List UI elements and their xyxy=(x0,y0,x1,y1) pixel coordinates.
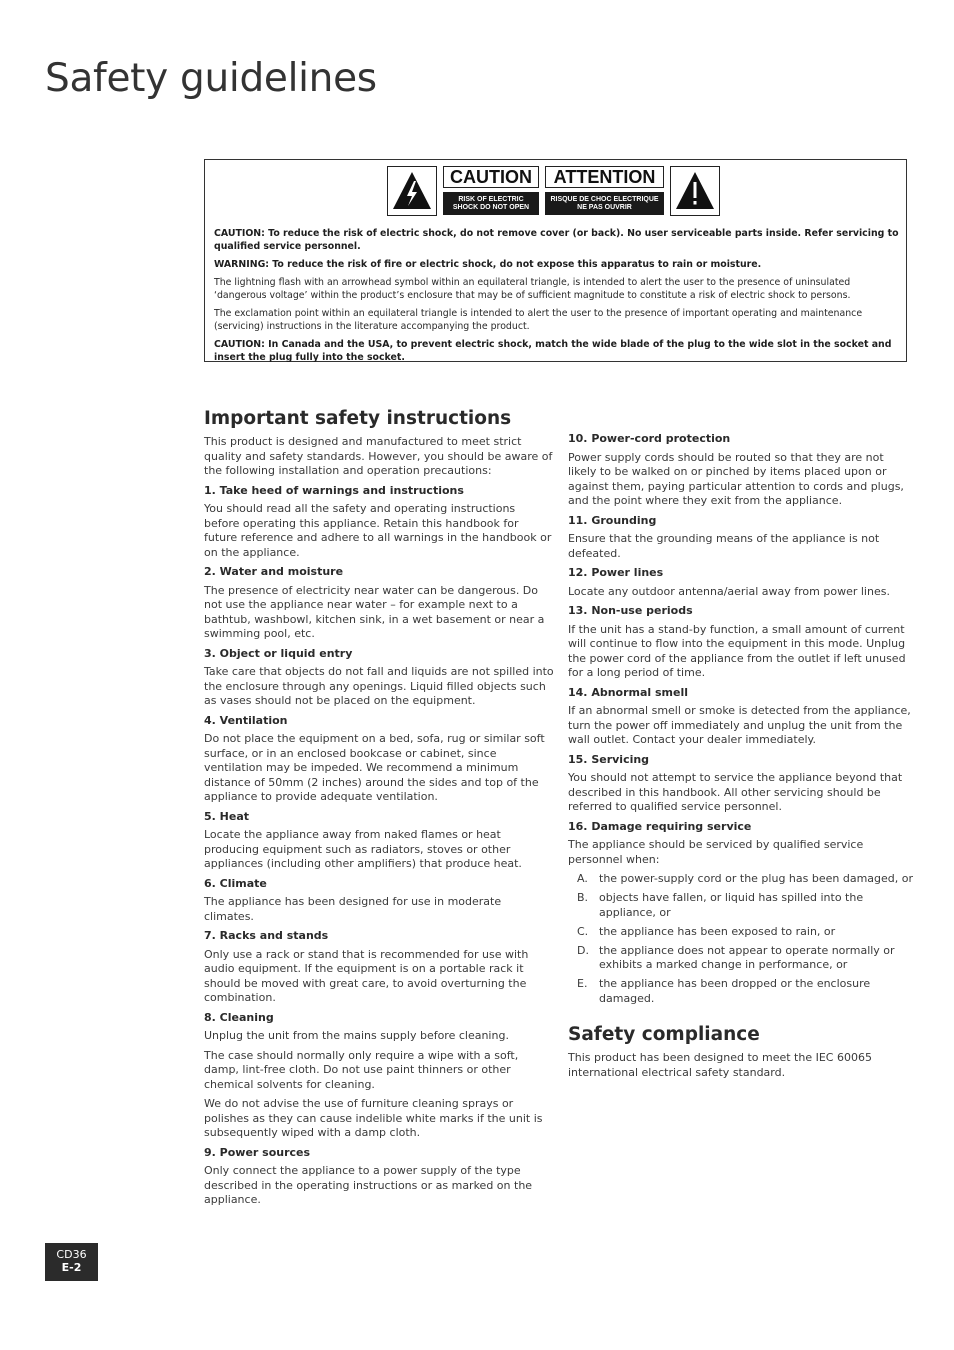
item-heading: 8. Cleaning xyxy=(204,1010,274,1024)
item-text: Ensure that the grounding means of the appliance is not defeated. xyxy=(568,532,880,560)
list-item xyxy=(568,977,913,1006)
list-letter: A. xyxy=(577,872,588,885)
item-heading: 12. Power lines xyxy=(568,566,664,579)
list-text: the appliance does not appear to operate normally or exhibits a marked change in performance, or xyxy=(599,943,895,971)
item-text: You should not attempt to service the appliance beyond that described in this handbook. All other servicing should be referred to qualified service personnel. xyxy=(568,771,903,813)
list-text: the appliance has been exposed to rain, or xyxy=(599,924,836,938)
section-title-compliance: Safety compliance xyxy=(568,1024,760,1045)
list-item xyxy=(568,891,913,920)
right-column xyxy=(568,432,913,1085)
instructions-intro: This product is designed and manufactured to meet strict quality and safety standards. However, you should be aware of the following installation and operation precautions: xyxy=(204,435,553,477)
section-title-instructions: Important safety instructions xyxy=(204,408,512,429)
item-text: If the unit has a stand-by function, a small amount of current will continue to flow into the equipment in this mode. Unplug the power cord of the appliance from the outlet if left unused for a long period of time. xyxy=(568,622,906,679)
list-letter: D. xyxy=(577,943,589,957)
list-item xyxy=(568,944,913,973)
list-text: the power-supply cord or the plug has been damaged, or xyxy=(599,872,913,885)
compliance-text: This product has been designed to meet the IEC 60065 international electrical safety standard. xyxy=(568,1051,872,1079)
item-heading: 15. Servicing xyxy=(568,752,650,766)
lightning-triangle-icon xyxy=(387,166,437,216)
list-letter: C. xyxy=(577,924,589,938)
item-heading: 5. Heat xyxy=(204,809,250,823)
lightning-explanation: The lightning flash with an arrowhead symbol within an equilateral triangle, is intended to alert the user to the presence of uninsulated ‘dangerous voltage’ within the product’s enclosure that may be of sufficient magnitude to constitute a risk of electric shock to persons. xyxy=(214,277,851,301)
item-heading: 10. Power-cord protection xyxy=(568,432,731,445)
attention-sub: RISQUE DE CHOC ELECTRIQUE NE PAS OUVRIR xyxy=(545,192,664,215)
item-text: We do not advise the use of furniture cleaning sprays or polishes as they can cause indelible white marks if the unit is subsequently wiped with a damp cloth. xyxy=(204,1097,543,1139)
warning-symbols xyxy=(387,166,723,218)
list-letter: E. xyxy=(577,977,588,990)
exclamation-explanation: The exclamation point within an equilateral triangle is intended to alert the user to the presence of important operating and maintenance (servicing) instructions in the literature accompanying the product. xyxy=(214,308,863,332)
item-text: The presence of electricity near water can be dangerous. Do not use the appliance near water – for example next to a bathtub, washbowl, kitchen sink, in a wet basement or near a swimming pool, etc. xyxy=(204,583,545,640)
list-item xyxy=(568,872,913,887)
list-letter: B. xyxy=(577,891,589,904)
item-text: The case should normally only require a wipe with a soft, damp, lint-free cloth. Do not use paint thinners or other chemical solvents for cleaning. xyxy=(204,1048,519,1091)
list-text: the appliance has been dropped or the enclosure damaged. xyxy=(599,977,871,1005)
caution-label xyxy=(443,166,539,215)
caution-sub: RISK OF ELECTRIC SHOCK DO NOT OPEN xyxy=(443,192,539,215)
item-heading: 16. Damage requiring service xyxy=(568,819,752,833)
item-text: The appliance has been designed for use in moderate climates. xyxy=(204,895,502,923)
caution-word: CAUTION xyxy=(443,166,539,188)
item-text: Only use a rack or stand that is recommended for use with audio equipment. If the equipment is on a portable rack it should be moved with great care, to avoid overturning the combination. xyxy=(204,947,529,1004)
item-heading: 13. Non-use periods xyxy=(568,604,693,617)
list-item xyxy=(568,925,913,940)
caution-texts xyxy=(214,227,902,369)
model-name: CD36 xyxy=(56,1248,87,1261)
item-text: Take care that objects do not fall and liquids are not spilled into the enclosure through any openings. Liquid filled objects such as vases should not be placed on the equipment. xyxy=(204,665,554,707)
item-heading: 11. Grounding xyxy=(568,513,657,527)
item-text: Locate the appliance away from naked flames or heat producing equipment such as radiators, stoves or other appliances (including other amplifiers) that produce heat. xyxy=(204,828,522,870)
item-text: You should read all the safety and operating instructions before operating this appliance. Retain this handbook for future reference and adhere to all warnings in the handbook or on the appliance. xyxy=(204,502,552,559)
item-heading: 7. Racks and stands xyxy=(204,929,329,942)
canada-usa-caution: CAUTION: In Canada and the USA, to prevent electric shock, match the wide blade of the plug to the wide slot in the socket and insert the plug fully into the socket. xyxy=(214,339,892,363)
item-text: Only connect the appliance to a power supply of the type described in the operating instructions or as marked on the appliance. xyxy=(204,1164,533,1206)
item-heading: 6. Climate xyxy=(204,876,267,890)
page-title: Safety guidelines xyxy=(45,56,377,101)
item-heading: 4. Ventilation xyxy=(204,713,288,727)
damage-list xyxy=(568,872,913,1006)
item-text: The appliance should be serviced by qualified service personnel when: xyxy=(568,838,864,866)
item-heading: 1. Take heed of warnings and instructions xyxy=(204,483,464,497)
left-column xyxy=(204,407,554,1213)
item-heading: 3. Object or liquid entry xyxy=(204,646,353,660)
item-text: Do not place the equipment on a bed, sofa, rug or similar soft surface, or in an enclosed bookcase or cabinet, since ventilation may be impeded. We recommend a minimum distance of 50mm (2 inches) around the sides and top of the appliance to provide adequate ventilation. xyxy=(204,732,545,803)
caution-box xyxy=(204,159,907,362)
item-text: Locate any outdoor antenna/aerial away from power lines. xyxy=(568,584,890,598)
item-heading: 14. Abnormal smell xyxy=(568,685,689,699)
item-heading: 9. Power sources xyxy=(204,1145,311,1159)
item-heading: 2. Water and moisture xyxy=(204,565,344,578)
attention-word: ATTENTION xyxy=(545,166,664,188)
item-text: If an abnormal smell or smoke is detected from the appliance, turn the power off immediately and unplug the unit from the wall outlet. Contact your dealer immediately. xyxy=(568,704,911,746)
attention-label xyxy=(545,166,664,215)
exclamation-triangle-icon xyxy=(670,166,720,216)
item-text: Unplug the unit from the mains supply before cleaning. xyxy=(204,1029,509,1042)
list-text: objects have fallen, or liquid has spilled into the appliance, or xyxy=(599,891,864,919)
item-text: Power supply cords should be routed so that they are not likely to be walked on or pinched by items placed upon or against them, paying particular attention to cords and plugs, and the point where they exit from the appliance. xyxy=(568,450,904,507)
warning-paragraph: WARNING: To reduce the risk of fire or electric shock, do not expose this apparatus to rain or moisture. xyxy=(214,259,762,270)
caution-paragraph: CAUTION: To reduce the risk of electric shock, do not remove cover (or back). No user serviceable parts inside. Refer servicing to qualified service personnel. xyxy=(214,228,899,252)
page-number-tag xyxy=(45,1243,98,1281)
page-number: E-2 xyxy=(61,1261,82,1274)
